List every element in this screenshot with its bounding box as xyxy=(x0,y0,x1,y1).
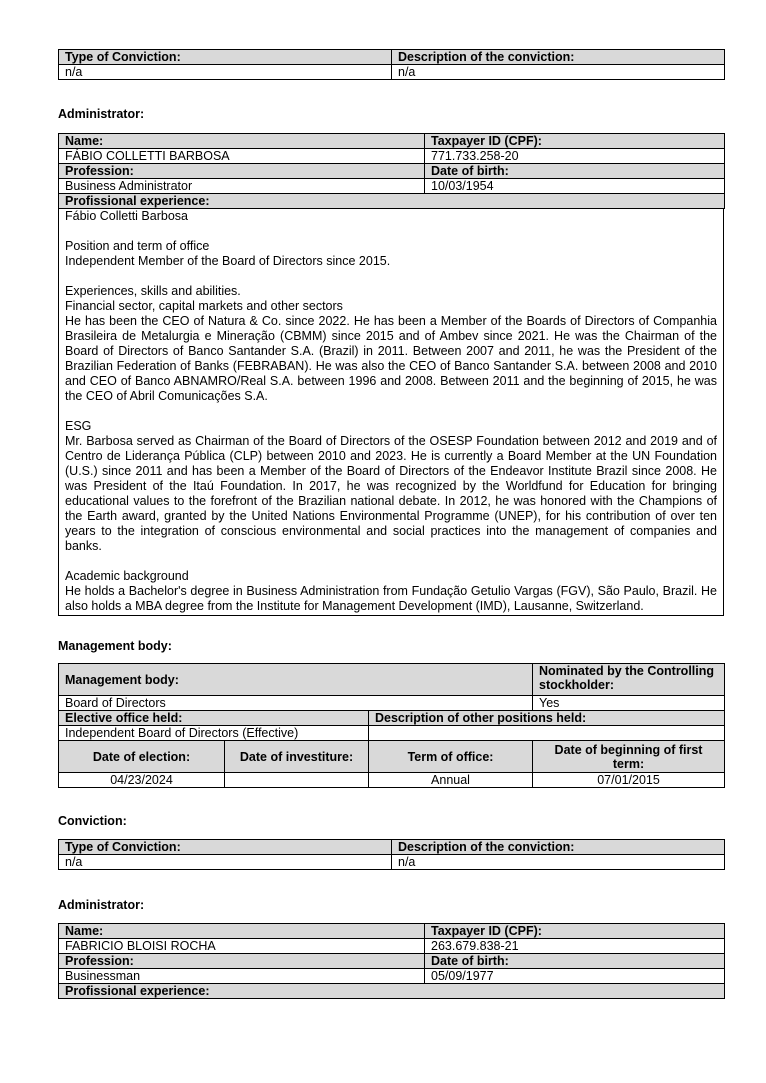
conviction-type-label: Type of Conviction: xyxy=(59,50,392,65)
cpf-value: 263.679.838-21 xyxy=(425,939,725,954)
nominated-value: Yes xyxy=(533,696,725,711)
conviction-type-value: n/a xyxy=(59,65,392,80)
conviction-desc-label: Description of the conviction: xyxy=(392,50,725,65)
term-of-office-value: Annual xyxy=(369,773,533,788)
other-positions-value xyxy=(369,726,725,741)
dob-value: 10/03/1954 xyxy=(425,179,725,194)
term-of-office-label: Term of office: xyxy=(369,741,533,773)
elective-office-label: Elective office held: xyxy=(59,711,369,726)
profession-value: Businessman xyxy=(59,969,425,984)
cpf-label: Taxpayer ID (CPF): xyxy=(425,924,725,939)
dob-label: Date of birth: xyxy=(425,164,725,179)
skills-subtitle: Financial sector, capital markets and other sectors xyxy=(65,299,343,313)
conviction-desc-value: n/a xyxy=(392,65,725,80)
position-text: Independent Member of the Board of Directors since 2015. xyxy=(65,254,391,268)
profession-label: Profession: xyxy=(59,954,425,969)
first-term-label: Date of beginning of first term: xyxy=(533,741,725,773)
other-positions-label: Description of other positions held: xyxy=(369,711,725,726)
esg-text: Mr. Barbosa served as Chairman of the Board of Directors of the OSESP Foundation between 2012 and 2019 and of Centro de Liderança Pública (CLP) between 2010 and 2023. He is currently a Board Member at the UN Foundation (U.S.) since 2011 and has been a Member of the Board of Directors of the Endeavor Institute Brazil since 2008. He was President of the Itaú Foundation. In 2017, he was recognized by the Worldfund for Education for bringing educational values to the forefront of the Brazilian national debate. In 2012, he was honored with the Champions of the Earth award, granted by the United Nations Environmental Programme (UNEP), for his contribution of over ten years to the integration of conscious environmental and social practices into the management of companies and banks. xyxy=(65,434,717,553)
skills-text: He has been the CEO of Natura & Co. since 2022. He has been a Member of the Boards of Directors of Companhia Brasileira de Metalurgia e Mineração (CBMM) since 2015 and of Ambev since 2021. He was the Chairman of the Board of Directors of Banco Santander S.A. (Brazil) in 2011. Between 2007 and 2011, he was the President of the Brazilian Federation of Banks (FEBRABAN). He was also the CEO of Banco Santander S.A. between 2008 and 2010 and CEO of Banco ABNAMRO/Real S.A. between 1996 and 2008. Between 2011 and the beginning of 2015, he was the CEO of Abril Comunicações S.A. xyxy=(65,314,717,403)
administrator-table-2 xyxy=(58,923,724,999)
conviction-type-value: n/a xyxy=(59,855,392,870)
first-term-value: 07/01/2015 xyxy=(533,773,725,788)
dob-value: 05/09/1977 xyxy=(425,969,725,984)
management-body-table xyxy=(58,663,724,788)
administrator-heading: Administrator: xyxy=(58,107,145,121)
nominated-label: Nominated by the Controlling stockholder: xyxy=(533,664,725,696)
investiture-date-value xyxy=(225,773,369,788)
conviction-table xyxy=(58,839,724,870)
conviction-heading: Conviction: xyxy=(58,814,127,828)
name-value: FÁBIO COLLETTI BARBOSA xyxy=(59,149,425,164)
profession-label: Profession: xyxy=(59,164,425,179)
cpf-value: 771.733.258-20 xyxy=(425,149,725,164)
cpf-label: Taxpayer ID (CPF): xyxy=(425,134,725,149)
experience-label: Profissional experience: xyxy=(59,984,725,999)
administrator-table xyxy=(58,133,724,616)
administrator-heading-2: Administrator: xyxy=(58,898,145,912)
esg-title: ESG xyxy=(65,419,92,433)
name-label: Name: xyxy=(59,924,425,939)
conviction-table-top xyxy=(58,49,724,80)
management-body-heading: Management body: xyxy=(58,639,172,653)
academic-title: Academic background xyxy=(65,569,189,583)
experience-label: Profissional experience: xyxy=(59,194,725,209)
profession-value: Business Administrator xyxy=(59,179,425,194)
skills-title: Experiences, skills and abilities. xyxy=(65,284,241,298)
election-date-label: Date of election: xyxy=(59,741,225,773)
name-value: FABRICIO BLOISI ROCHA xyxy=(59,939,425,954)
election-date-value: 04/23/2024 xyxy=(59,773,225,788)
management-body-label: Management body: xyxy=(59,664,533,696)
conviction-type-label: Type of Conviction: xyxy=(59,840,392,855)
conviction-desc-label: Description of the conviction: xyxy=(392,840,725,855)
position-title: Position and term of office xyxy=(65,239,210,253)
experience-name: Fábio Colletti Barbosa xyxy=(65,209,188,223)
elective-office-value: Independent Board of Directors (Effective) xyxy=(59,726,369,741)
experience-text-block xyxy=(58,209,724,616)
investiture-date-label: Date of investiture: xyxy=(225,741,369,773)
management-body-value: Board of Directors xyxy=(59,696,533,711)
dob-label: Date of birth: xyxy=(425,954,725,969)
conviction-desc-value: n/a xyxy=(392,855,725,870)
academic-text: He holds a Bachelor's degree in Business Administration from Fundação Getulio Vargas (FGV), São Paulo, Brazil. He also holds a MBA degree from the Institute for Management Development (IMD), Lausanne, Switzerland. xyxy=(65,584,717,613)
name-label: Name: xyxy=(59,134,425,149)
